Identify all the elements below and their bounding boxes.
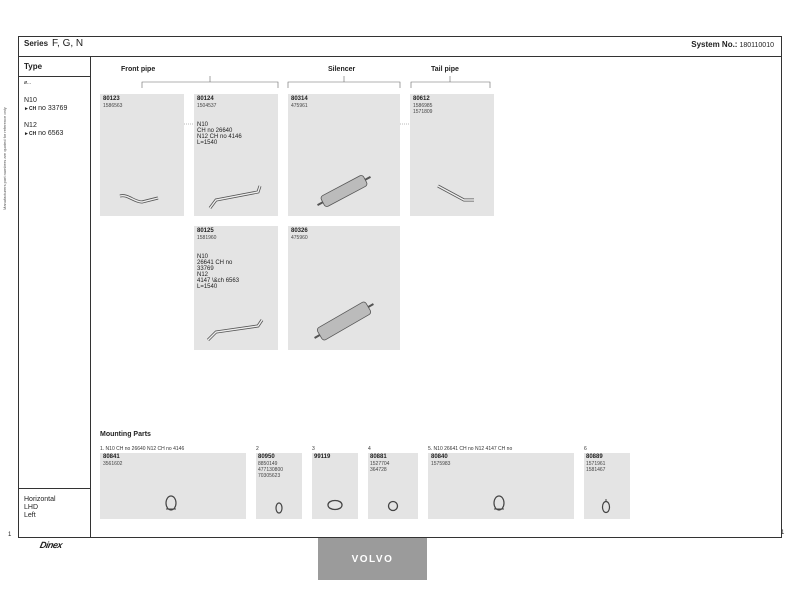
type-n12-line: ►CH no 6563 [24, 130, 64, 137]
note-line: N12 CH no 4146 [197, 134, 242, 140]
part-ref: 477130800 [258, 467, 284, 473]
mounting-label-5: 5. N10 26641 CH no N12 4147 CH no [428, 446, 513, 452]
type-n10-line: ►CH no 33769 [24, 105, 68, 112]
series-value: F, G, N [52, 38, 84, 49]
part-card-80612[interactable] [410, 94, 494, 216]
part-number: 80889 [586, 454, 603, 460]
section-tail-pipe: Tail pipe [431, 66, 459, 73]
mount-card-80950[interactable] [256, 453, 302, 519]
brand-name: VOLVO [351, 553, 394, 565]
rubber-mount-icon [273, 499, 285, 515]
ring-icon [386, 499, 400, 513]
part-number: 80881 [370, 454, 387, 460]
part-ref: 1581960 [197, 235, 217, 241]
section-front-pipe: Front pipe [121, 66, 156, 73]
type-n12-ch: CH [28, 131, 37, 137]
part-number: 99119 [314, 454, 331, 460]
orientation-info [24, 496, 56, 520]
note-line: 26641 CH no [197, 260, 233, 266]
part-ref: 475960 [291, 235, 308, 241]
footer-divider [18, 488, 90, 489]
note-line: L=1540 [197, 140, 218, 146]
front-pipe-icon [206, 182, 266, 212]
tail-pipe-icon [434, 182, 478, 208]
brand-band [318, 538, 427, 580]
note-line: N12 [197, 272, 209, 278]
type-n12-label: N12 [24, 122, 37, 129]
mount-card-80840[interactable] [428, 453, 574, 519]
note-line: N10 [197, 254, 209, 260]
section-brackets [90, 74, 510, 94]
clamp-icon [490, 491, 508, 513]
part-number: 80840 [431, 454, 448, 460]
part-number: 80123 [103, 96, 120, 102]
orientation-line: Horizontal [24, 496, 56, 503]
part-card-80326[interactable] [288, 226, 400, 350]
note-line: 33769 [197, 266, 214, 272]
type-n12 [24, 122, 63, 138]
type-divider [18, 76, 90, 77]
part-number: 80841 [103, 454, 120, 460]
mounting-label-4: 4 [368, 446, 371, 452]
part-ref: 1575983 [431, 461, 451, 467]
side-note: Manufacturers part numbers are quoted for reference only [2, 107, 7, 210]
mounting-label-1: 1. N10 CH no 26640 N12 CH no 4146 [100, 446, 185, 452]
note-line: 4147 \&ch 6563 [197, 278, 240, 284]
mounting-label-6: 6 [584, 446, 587, 452]
type-heading: Type [24, 62, 43, 71]
type-n10 [24, 97, 67, 113]
part-card-80124[interactable] [194, 94, 278, 216]
part-ref: 475961 [291, 103, 308, 109]
front-pipe-icon [204, 318, 268, 344]
note-line: L=1540 [197, 284, 218, 290]
type-n10-rest: no 33769 [38, 105, 68, 112]
connector-lines [184, 120, 414, 130]
page-number-right: 1 [781, 530, 785, 536]
note-line: N10 [197, 122, 209, 128]
part-number: 80124 [197, 96, 214, 102]
part-number: 80314 [291, 96, 308, 102]
silencer-icon [312, 172, 376, 210]
type-n10-ch: CH [28, 106, 37, 112]
type-n12-rest: no 6563 [38, 130, 64, 137]
part-card-80123[interactable] [100, 94, 184, 216]
system-label: System No.: [691, 40, 738, 49]
mounting-label-3: 3 [312, 446, 315, 452]
type-n10-label: N10 [24, 97, 37, 104]
system-header [691, 40, 774, 49]
mounting-heading: Mounting Parts [100, 431, 151, 438]
clamp-icon [162, 491, 180, 513]
part-number: 80125 [197, 228, 214, 234]
part-ref: 364728 [370, 467, 387, 473]
mount-card-80881[interactable] [368, 453, 418, 519]
dinex-logo: Dinex [38, 540, 64, 550]
silencer-icon [310, 298, 378, 344]
series-label: Series [24, 39, 49, 48]
part-number: 80326 [291, 228, 308, 234]
part-ref: 1527704 [370, 461, 390, 467]
bracket-icon [599, 497, 613, 515]
part-number: 80612 [413, 96, 430, 102]
part-ref: 1581467 [586, 467, 606, 473]
front-pipe-icon [118, 190, 162, 210]
part-notes [197, 254, 239, 290]
series-header [24, 38, 83, 49]
orientation-line: LHD [24, 504, 39, 511]
system-value: 180110010 [739, 42, 774, 49]
header-divider [18, 56, 781, 57]
orientation-line: Left [24, 512, 36, 519]
part-ref: 1571961 [586, 461, 606, 467]
part-ref: 8850149 [258, 461, 278, 467]
mount-card-80841[interactable] [100, 453, 246, 519]
part-card-80314[interactable] [288, 94, 400, 216]
mount-card-80889[interactable] [584, 453, 630, 519]
part-ref: 70305623 [258, 473, 281, 479]
part-ref: 1586563 [103, 103, 123, 109]
part-ref: 1571809 [413, 109, 433, 115]
mount-card-99119[interactable] [312, 453, 358, 519]
type-column-divider [90, 56, 91, 537]
mounting-label-2: 2 [256, 446, 259, 452]
type-sub: ø... [24, 80, 32, 86]
section-silencer: Silencer [328, 66, 356, 73]
part-ref: 1586985 [413, 103, 433, 109]
part-number: 80950 [258, 454, 275, 460]
note-line: CH no 26640 [197, 128, 233, 134]
page-number-left: 1 [8, 532, 12, 538]
gasket-icon [326, 497, 344, 513]
part-card-80125[interactable] [194, 226, 278, 350]
part-ref: 1504537 [197, 103, 217, 109]
part-ref: 3561602 [103, 461, 123, 467]
